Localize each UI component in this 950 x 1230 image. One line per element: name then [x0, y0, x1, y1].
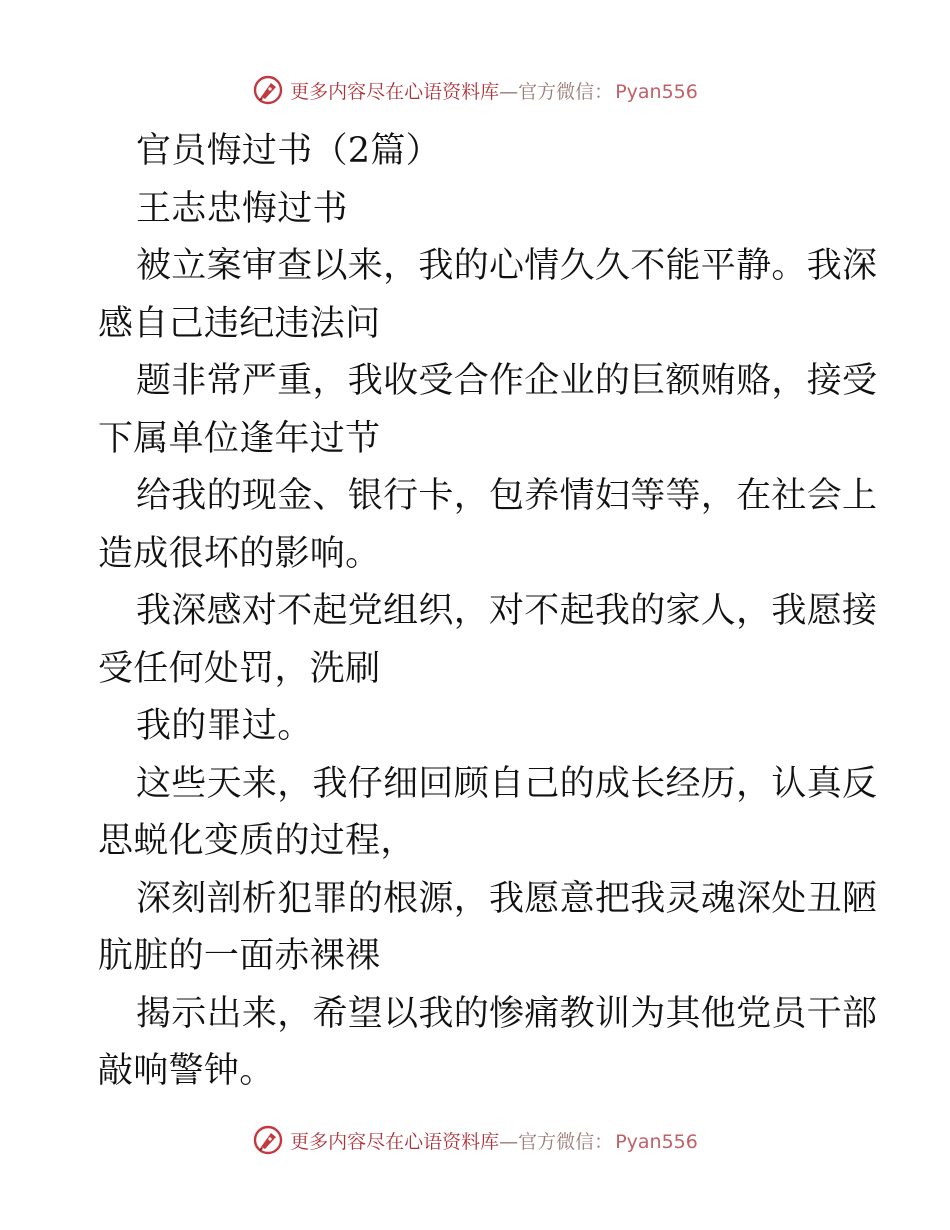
text-line: 造成很坏的影响。	[98, 533, 381, 574]
text-line: 我的罪过。	[136, 706, 313, 746]
text-line: 受任何处罚，洗刷	[98, 648, 381, 689]
banner-official-text: 官方微信：	[518, 80, 614, 103]
text-line: 肮脏的一面赤裸裸	[98, 936, 381, 976]
text-line: 给我的现金、银行卡，包养情妇等等，在社会上	[136, 476, 878, 516]
banner-dash: —	[499, 1130, 519, 1153]
banner-wechat-id: Pyan556	[615, 1130, 698, 1153]
text-line: 题非常严重，我收受合作企业的巨额贿赂，接受	[136, 361, 878, 401]
header-banner	[0, 70, 950, 110]
text-line: 揭示出来，希望以我的惨痛教训为其他党员干部	[136, 993, 878, 1034]
banner-dash: —	[499, 80, 519, 103]
banner-site-text: 更多内容尽在心语资料库	[290, 1130, 500, 1153]
text-line: 深刻剖析犯罪的根源，我愿意把我灵魂深处丑陋	[136, 878, 878, 919]
banner-site-text: 更多内容尽在心语资料库	[290, 80, 500, 103]
text-line: 被立案审查以来，我的心情久久不能平静。我深	[136, 246, 878, 286]
text-line: 思蜕化变质的过程，	[98, 821, 416, 861]
document-title: 官员悔过书（2篇）	[136, 131, 441, 171]
document-body	[98, 123, 878, 1101]
banner-wechat-id: Pyan556	[615, 80, 698, 103]
pen-nib-logo-icon	[252, 74, 284, 106]
banner-text	[290, 1127, 698, 1154]
footer-banner	[0, 1120, 950, 1160]
text-line: 感自己违纪违法问	[98, 303, 381, 344]
text-line: 这些天来，我仔细回顾自己的成长经历，认真反	[136, 763, 878, 804]
text-line: 我深感对不起党组织，对不起我的家人，我愿接	[136, 591, 878, 631]
banner-text	[290, 77, 698, 104]
document-subtitle: 王志忠悔过书	[136, 188, 348, 229]
pen-nib-logo-icon	[252, 1124, 284, 1156]
banner-official-text: 官方微信：	[518, 1130, 614, 1153]
text-line: 敲响警钟。	[98, 1051, 275, 1091]
text-line: 下属单位逢年过节	[98, 418, 381, 459]
